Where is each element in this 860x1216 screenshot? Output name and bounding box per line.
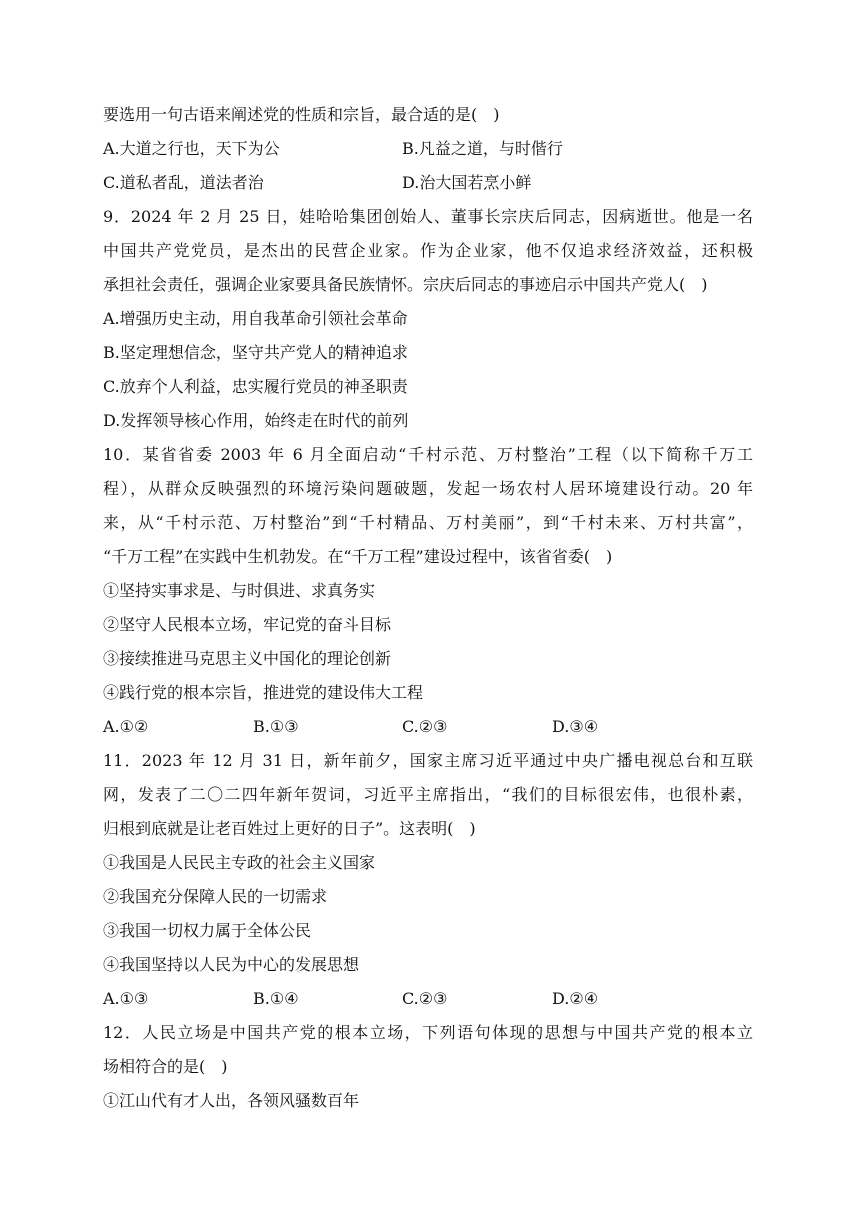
q11-option-a: A.①③ xyxy=(103,989,149,1008)
q10-item-3: ③接续推进马克思主义中国化的理论创新 xyxy=(103,649,392,668)
q10-option-c: C.②③ xyxy=(402,717,448,736)
q10-stem-line-4: “千万工程”在实践中生机勃发。在“千万工程”建设过程中，该省省委( ) xyxy=(103,547,613,566)
q10-option-b: B.①③ xyxy=(253,717,299,736)
q12-item-1: ①江山代有才人出，各领风骚数百年 xyxy=(103,1091,360,1110)
q11-option-c: C.②③ xyxy=(402,989,448,1008)
q12-stem-line-1: 12．人民立场是中国共产党的根本立场，下列语句体现的思想与中国共产党的根本立 xyxy=(103,1023,753,1042)
q10-option-a: A.①② xyxy=(103,717,149,736)
q10-stem-line-2: 程），从群众反映强烈的环境污染问题破题，发起一场农村人居环境建设行动。20 年 xyxy=(103,479,753,498)
q9-stem-line-3: 承担社会责任，强调企业家要具备民族情怀。宗庆后同志的事迹启示中国共产党人( ) xyxy=(103,275,708,294)
q11-stem-line-2: 网，发表了二〇二四年新年贺词，习近平主席指出，“我们的目标很宏伟，也很朴素， xyxy=(103,785,753,804)
q12-stem-line-2: 场相符合的是( ) xyxy=(103,1057,228,1076)
q10-stem-line-1: 10．某省省委 2003 年 6 月全面启动“千村示范、万村整治”工程（以下简称千万工 xyxy=(103,445,753,464)
q9-option-a: A.增强历史主动，用自我革命引领社会革命 xyxy=(103,309,408,328)
q11-item-4: ④我国坚持以人民为中心的发展思想 xyxy=(103,955,360,974)
q9-stem-line-1: 9．2024 年 2 月 25 日，娃哈哈集团创始人、董事长宗庆后同志，因病逝世。他是一名 xyxy=(103,207,753,226)
q11-option-d: D.②④ xyxy=(552,989,599,1008)
q11-item-3: ③我国一切权力属于全体公民 xyxy=(103,921,312,940)
q11-option-b: B.①④ xyxy=(253,989,299,1008)
q10-option-d: D.③④ xyxy=(552,717,599,736)
q9-stem-line-2: 中国共产党党员，是杰出的民营企业家。作为企业家，他不仅追求经济效益，还积极 xyxy=(103,241,753,260)
q9-option-b: B.坚定理想信念，坚守共产党人的精神追求 xyxy=(103,343,408,362)
q10-item-1: ①坚持实事求是、与时俱进、求真务实 xyxy=(103,581,376,600)
q9-option-d: D.发挥领导核心作用，始终走在时代的前列 xyxy=(103,411,409,430)
q8-option-b: B.凡益之道，与时偕行 xyxy=(402,139,563,158)
q10-item-2: ②坚守人民根本立场，牢记党的奋斗目标 xyxy=(103,615,392,634)
q11-item-2: ②我国充分保障人民的一切需求 xyxy=(103,887,328,906)
q8-option-a: A.大道之行也，天下为公 xyxy=(103,139,280,158)
q8-option-d: D.治大国若烹小鲜 xyxy=(402,173,532,192)
q11-stem-line-3: 归根到底就是让老百姓过上更好的日子”。这表明( ) xyxy=(103,819,476,838)
q9-option-c: C.放弃个人利益，忠实履行党员的神圣职责 xyxy=(103,377,408,396)
q10-item-4: ④践行党的根本宗旨，推进党的建设伟大工程 xyxy=(103,683,424,702)
q11-item-1: ①我国是人民民主专政的社会主义国家 xyxy=(103,853,376,872)
q8-stem-tail: 要选用一句古语来阐述党的性质和宗旨，最合适的是( ) xyxy=(103,105,500,124)
q11-stem-line-1: 11．2023 年 12 月 31 日，新年前夕，国家主席习近平通过中央广播电视总台和互联 xyxy=(103,751,753,770)
q8-option-c: C.道私者乱，道法者治 xyxy=(103,173,264,192)
q10-stem-line-3: 来，从“千村示范、万村整治”到“千村精品、万村美丽”，到“千村未来、万村共富”， xyxy=(103,513,753,532)
